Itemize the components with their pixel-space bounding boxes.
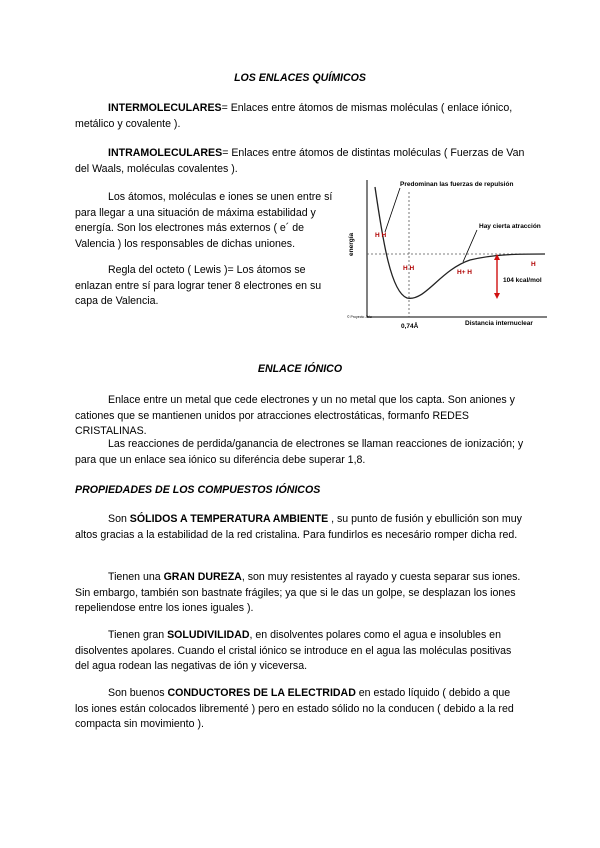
properties-heading: PROPIEDADES DE LOS COMPUESTOS IÓNICOS [75, 484, 321, 496]
property-conductivity-pre: Son buenos [108, 687, 168, 699]
intramoleculares-definition: = Enlaces entre átomos de distintas moléculas ( Fuerzas de Van del Waals, moléculas covalentes ). [75, 147, 525, 175]
energy-distance-figure [345, 172, 550, 334]
bonded-molecule-label: H H [403, 265, 415, 272]
energy-value-label: 104 kcal/mol [503, 277, 542, 284]
ionic-heading: ENLACE IÓNICO [257, 363, 343, 375]
property-solubility-post: , en disolventes polares como el agua e insolubles en disolventes apolares. Cuando el cristal iónico se introduce en el agua las moléculas positivas del agua rodean las negativas de ión y viceversa. [75, 629, 512, 672]
intermoleculares-paragraph [75, 101, 525, 132]
property-hardness [75, 570, 525, 617]
property-hardness-bold: GRAN DUREZA [163, 571, 242, 583]
intermoleculares-term: INTERMOLECULARES [108, 102, 222, 114]
repulsion-label: Predominan las fuerzas de repulsión [400, 181, 514, 188]
compressed-molecule-label: H H [375, 232, 387, 239]
property-conductivity-post: en estado líquido ( debido a que los iones están colocados librementé ) pero en estado sólido no la conducen ( debido a la red compacta sin movimiento ). [75, 687, 514, 730]
property-conductivity [75, 686, 525, 733]
intramoleculares-term: INTRAMOLECULARES [108, 147, 223, 159]
approaching-atoms-label: H+ H [457, 269, 472, 276]
property-hardness-pre: Tienen una [108, 571, 164, 583]
property-solubility [75, 628, 525, 675]
ionic-paragraph-1: Enlace entre un metal que cede electrones y un no metal que los capta. Son aniones y cationes que se mantienen unidos por atracciones electrostáticas, formanfo REDES CRISTALINAS. [75, 394, 515, 437]
ionic-paragraph-2: Las reacciones de perdida/ganancia de electrones se llaman reacciones de ionización; y para que un enlace sea iónico su diferéncia debe superar 1,8. [75, 438, 524, 466]
distance-value-label: 0,74Å [401, 323, 419, 330]
property-solubility-bold: SOLUDIVILIDAD [167, 629, 250, 641]
property-solid-bold: SÓLIDOS A TEMPERATURA AMBIENTE [129, 513, 329, 525]
attraction-label: Hay cierta atracción [479, 223, 541, 230]
octet-paragraph: Regla del octeto ( Lewis )= Los átomos se enlazan entre sí para lograr tener 8 electrones en su capa de Valencia. [75, 264, 322, 307]
far-atom-label: H [531, 261, 536, 268]
property-solubility-pre: Tienen gran [108, 629, 168, 641]
x-axis-label: Distancia internuclear [465, 320, 533, 327]
property-solid-pre: Son [108, 513, 130, 525]
intermoleculares-definition: = Enlaces entre átomos de mismas moléculas ( enlace iónico, metálico y covalente ). [75, 102, 513, 130]
page-title: LOS ENLACES QUÍMICOS [234, 72, 366, 84]
y-axis-label: energía [348, 232, 355, 256]
property-solid-post: , su punto de fusión y ebullición son muy altos gracias a la estabilidad de la red cristalina. Para fundirlos es necesário romper dicha red. [75, 513, 522, 541]
property-hardness-post: , son muy resistentes al rayado y cuesta separar sus iones. Sin embargo, también son bastnate frágiles; ya que si le das un golpe, se desplazan los iones repeliendose entre los iones iguales ). [75, 571, 521, 614]
figure-credit: © Proyecto Jblu [347, 315, 372, 319]
atoms-paragraph: Los átomos, moléculas e iones se unen entre sí para llegar a una situación de máxima estabilidad y energía. Son los electrones más externos ( e´ de Valencia ) los responsables de dichas uniones. [75, 191, 333, 250]
property-conductivity-bold: CONDUCTORES DE LA ELECTRIDAD [167, 687, 356, 699]
property-solid [75, 512, 525, 543]
